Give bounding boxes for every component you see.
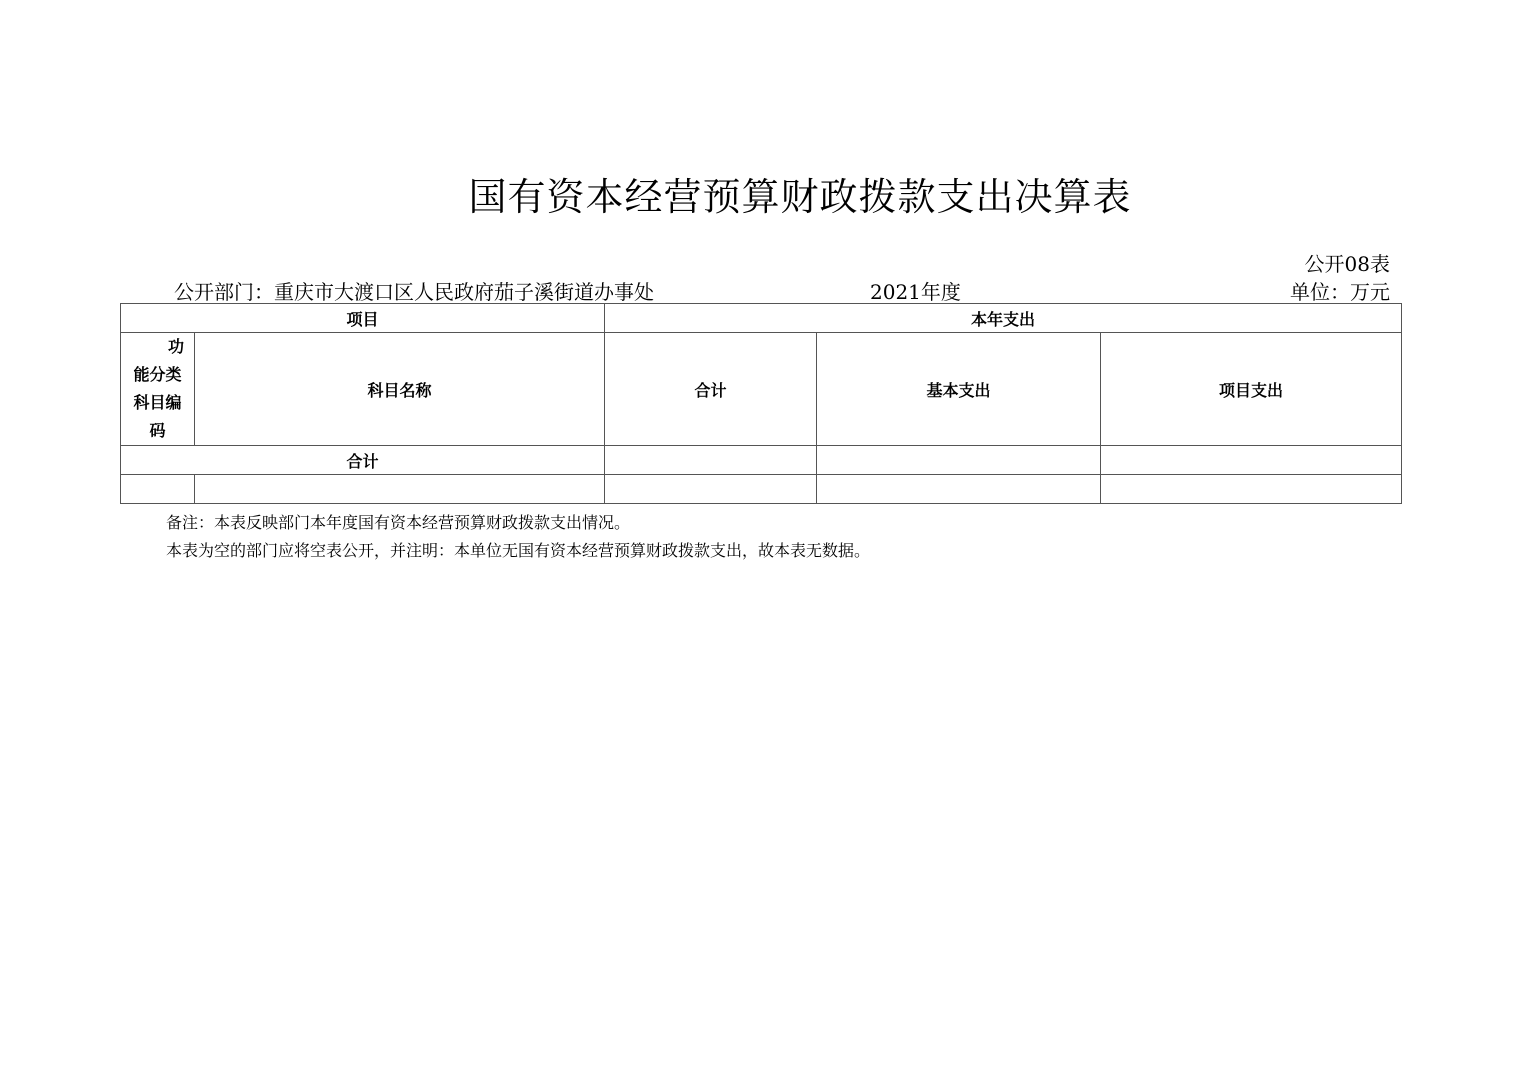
- table-cell-name: [195, 475, 605, 504]
- page-title: 国有资本经营预算财政拨款支出决算表: [468, 175, 1132, 219]
- table-cell-project: [1101, 475, 1402, 504]
- table-header-row: [121, 304, 1402, 333]
- total-row-cell: [1101, 446, 1402, 475]
- total-row-label: 合计: [121, 446, 605, 475]
- total-row-cell: [605, 446, 817, 475]
- department-label: 公开部门：重庆市大渡口区人民政府茄子溪街道办事处: [174, 280, 654, 304]
- header-basic-expenditure: 基本支出: [817, 333, 1101, 446]
- table-cell-total: [605, 475, 817, 504]
- expenditure-table: [120, 303, 1402, 504]
- code-header-line: 科目编: [133, 393, 182, 412]
- unit-label: 单位：万元: [1290, 280, 1390, 304]
- fiscal-year-label: 2021年度: [870, 280, 961, 304]
- table-subheader-row: [121, 333, 1402, 446]
- header-current-year-expenditure: 本年支出: [605, 304, 1402, 333]
- header-total: 合计: [605, 333, 817, 446]
- table-row: [121, 475, 1402, 504]
- header-project: 项目: [121, 304, 605, 333]
- header-subject-name: 科目名称: [195, 333, 605, 446]
- code-header-line: 功: [167, 337, 184, 356]
- total-row: [121, 446, 1402, 475]
- table-cell-code: [121, 475, 195, 504]
- form-number: 公开08表: [1304, 252, 1390, 276]
- note-line: 备注：本表反映部门本年度国有资本经营预算财政拨款支出情况。: [166, 513, 631, 532]
- total-row-cell: [817, 446, 1101, 475]
- table-cell-basic: [817, 475, 1101, 504]
- code-header-line: 能分类: [133, 365, 182, 384]
- header-project-expenditure: 项目支出: [1101, 333, 1402, 446]
- note-line: 本表为空的部门应将空表公开，并注明：本单位无国有资本经营预算财政拨款支出，故本表无数据。: [166, 541, 871, 560]
- code-header-line: 码: [149, 421, 166, 440]
- header-function-code: [121, 333, 195, 446]
